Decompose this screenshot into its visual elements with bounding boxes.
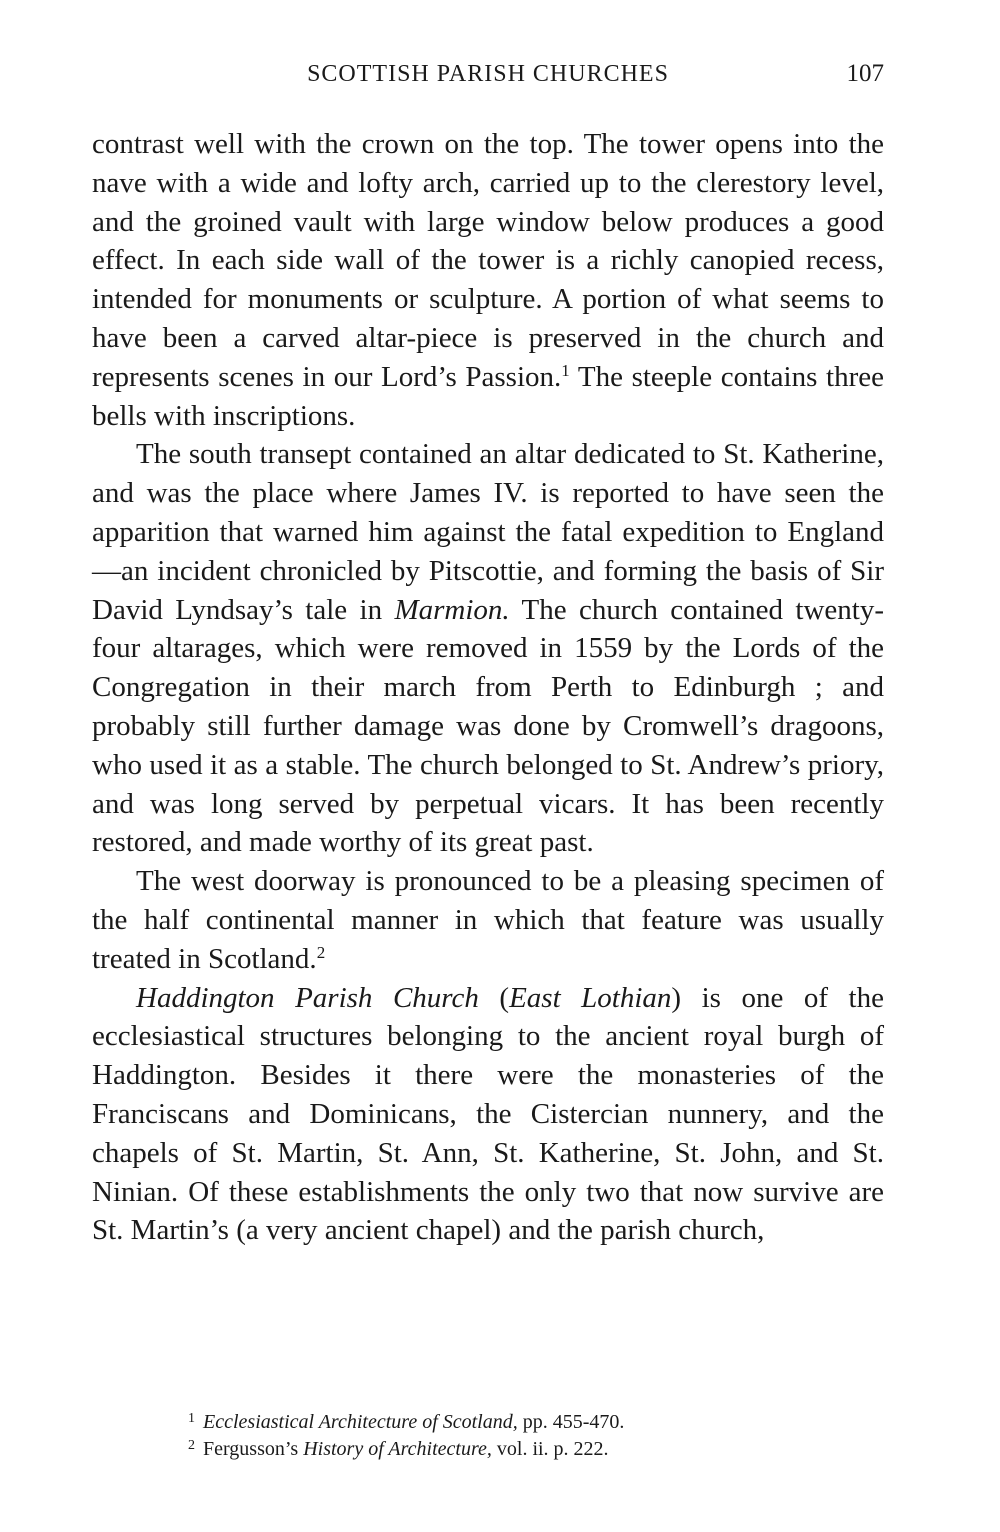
paragraph-text: ) is one of the ecclesiastical structures belonging to the ancient royal burgh of Haddington. Besides it there were the monasteries of the Franciscans and Dominicans, the Cistercian nunnery, and the chapels of St. Martin, St. Ann, St. Katherine, St. John, and St. Ninian. Of these establishments the only two that now survive are St. Martin’s (a very ancient chapel) and the parish church, bbox=[92, 981, 884, 1247]
paragraph-haddington bbox=[92, 979, 884, 1251]
paragraph-tower bbox=[92, 125, 884, 435]
paragraph-west-doorway bbox=[92, 862, 884, 978]
footnote-2 bbox=[188, 1436, 868, 1463]
page-number: 107 bbox=[846, 60, 884, 87]
footnote-ref-2: 2 bbox=[316, 942, 326, 962]
paragraph-text: The south transept contained an altar dedicated to St. Katherine, and was the place where James IV. is reported to have seen the apparition that warned him against the fatal expedition to England—an incident chronicled by Pitscottie, and forming the basis of Sir David Lyndsay’s tale in bbox=[92, 438, 884, 626]
footnote-mark: 2 bbox=[188, 1438, 195, 1453]
footnotes bbox=[188, 1409, 868, 1463]
footnote-italic: Ecclesiastical Architecture of Scotland, bbox=[203, 1411, 518, 1433]
running-title: SCOTTISH PARISH CHURCHES bbox=[307, 61, 669, 87]
italic-title: Haddington Parish Church bbox=[136, 981, 479, 1014]
footnote-1 bbox=[188, 1409, 868, 1436]
footnote-ref-1: 1 bbox=[561, 360, 570, 380]
italic-title: Marmion. bbox=[394, 593, 510, 626]
footnote-italic: History of Architecture, bbox=[303, 1438, 492, 1460]
paragraph-text: ( bbox=[478, 981, 510, 1014]
footnote-text: vol. ii. p. 222. bbox=[491, 1438, 609, 1460]
paragraph-text: The church contained twenty-four altarages, which were removed in 1559 by the Lords of the Congregation in their march from Perth to Edinburgh ; and probably still further damage was done by Cromwell’s dragoons, who used it as a stable. The church belonged to St. Andrew’s priory, and was long served by perpetual vicars. It has been recently restored, and made worthy of its great past. bbox=[92, 593, 885, 859]
footnote-text: pp. 455-470. bbox=[517, 1411, 625, 1433]
running-head bbox=[92, 56, 884, 92]
body-text bbox=[92, 125, 884, 1250]
footnote-text: Fergusson’s bbox=[203, 1438, 304, 1460]
paragraph-text: The west doorway is pronounced to be a pleasing specimen of the half continental manner in which that feature was usually treated in Scotland. bbox=[92, 865, 884, 975]
paragraph-south-transept bbox=[92, 435, 884, 862]
paragraph-text: contrast well with the crown on the top. The tower opens into the nave with a wide and lofty arch, carried up to the clerestory level, and the groined vault with large window below produces a good effect. In each side wall of the tower is a richly canopied recess, intended for monuments or sculpture. A portion of what seems to have been a carved altar-piece is preserved in the church and represents scenes in our Lord’s Passion. bbox=[92, 128, 884, 393]
paragraph-text: The steeple contains three bells with inscriptions. bbox=[92, 360, 884, 432]
footnote-mark: 1 bbox=[188, 1411, 195, 1426]
italic-place: East Lothian bbox=[509, 981, 672, 1014]
